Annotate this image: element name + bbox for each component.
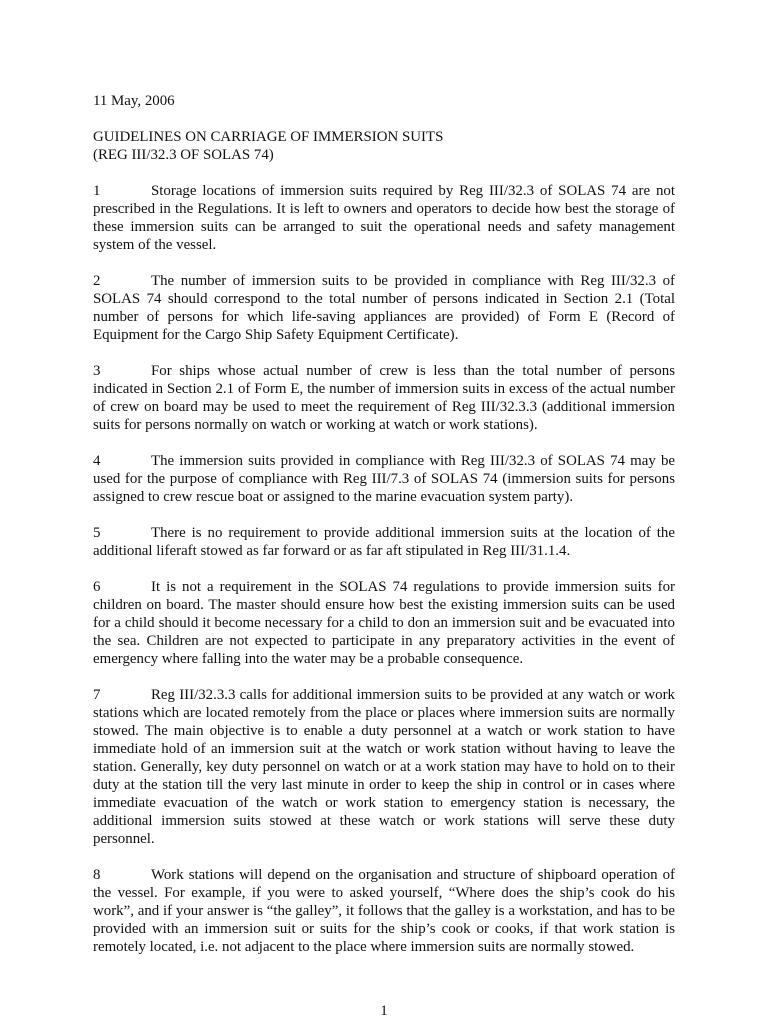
paragraph-2 <box>93 272 675 344</box>
paragraph-text: The number of immersion suits to be provided in compliance with Reg III/32.3 of SOLAS 74 should correspond to the total number of persons indicated in Section 2.1 (Total number of persons for which life-saving appliances are provided) of Form E (Record of Equipment for the Cargo Ship Safety Equipment Certificate). <box>93 273 675 343</box>
paragraph-1 <box>93 182 675 254</box>
paragraph-number: 2 <box>93 273 101 289</box>
paragraph-5 <box>93 524 675 560</box>
title-line-1: GUIDELINES ON CARRIAGE OF IMMERSION SUITS <box>93 129 444 145</box>
paragraph-number: 4 <box>93 453 101 469</box>
paragraph-text: Work stations will depend on the organisation and structure of shipboard operation of the vessel. For example, if you were to asked yourself, “Where does the ship’s cook do his work”, and if your answer is “the galley”, it follows that the galley is a workstation, and has to be provided with an immersion suit or suits for the ship’s cook or cooks, if that work station is remotely located, i.e. not adjacent to the place where immersion suits are normally stowed. <box>93 867 675 955</box>
paragraph-number: 8 <box>93 867 101 883</box>
page-number: 1 <box>380 1003 388 1019</box>
paragraph-number: 1 <box>93 183 101 199</box>
paragraph-text: For ships whose actual number of crew is less than the total number of persons indicated in Section 2.1 of Form E, the number of immersion suits in excess of the actual number of crew on board may be used to meet the requirement of Reg III/32.3.3 (additional immersion suits for persons normally on watch or working at watch or work stations). <box>93 363 675 433</box>
paragraph-text: There is no requirement to provide additional immersion suits at the location of the additional liferaft stowed as far forward or as far aft stipulated in Reg III/31.1.4. <box>93 525 675 559</box>
paragraph-text: Storage locations of immersion suits required by Reg III/32.3 of SOLAS 74 are not prescribed in the Regulations. It is left to owners and operators to decide how best the storage of these immersion suits can be arranged to suit the operational needs and safety management system of the vessel. <box>93 183 675 253</box>
document-title <box>93 128 675 164</box>
paragraph-8 <box>93 866 675 956</box>
document-date: 11 May, 2006 <box>93 93 175 109</box>
paragraph-number: 5 <box>93 525 101 541</box>
paragraph-number: 3 <box>93 363 101 379</box>
document-page <box>93 92 675 974</box>
paragraph-number: 6 <box>93 579 101 595</box>
paragraph-6 <box>93 578 675 668</box>
paragraph-3 <box>93 362 675 434</box>
paragraph-text: It is not a requirement in the SOLAS 74 regulations to provide immersion suits for children on board. The master should ensure how best the existing immersion suits can be used for a child should it become necessary for a child to don an immersion suit and be evacuated into the sea. Children are not expected to participate in any preparatory activities in the event of emergency where falling into the water may be a probable consequence. <box>93 579 675 667</box>
title-line-2: (REG III/32.3 OF SOLAS 74) <box>93 147 274 163</box>
paragraph-text: Reg III/32.3.3 calls for additional immersion suits to be provided at any watch or work stations which are located remotely from the place or places where immersion suits are normally stowed. The main objective is to enable a duty personnel at a watch or work station to have immediate hold of an immersion suit at the watch or work station without having to leave the station. Generally, key duty personnel on watch or at a work station may have to hold on to their duty at the station till the very last minute in order to keep the ship in control or in cases where immediate evacuation of the watch or work station to emergency station is necessary, the additional immersion suits stowed at these watch or work stations will serve these duty personnel. <box>93 687 675 847</box>
paragraph-number: 7 <box>93 687 101 703</box>
paragraph-4 <box>93 452 675 506</box>
paragraph-text: The immersion suits provided in compliance with Reg III/32.3 of SOLAS 74 may be used for the purpose of compliance with Reg III/7.3 of SOLAS 74 (immersion suits for persons assigned to crew rescue boat or assigned to the marine evacuation system party). <box>93 453 675 505</box>
paragraph-7 <box>93 686 675 848</box>
